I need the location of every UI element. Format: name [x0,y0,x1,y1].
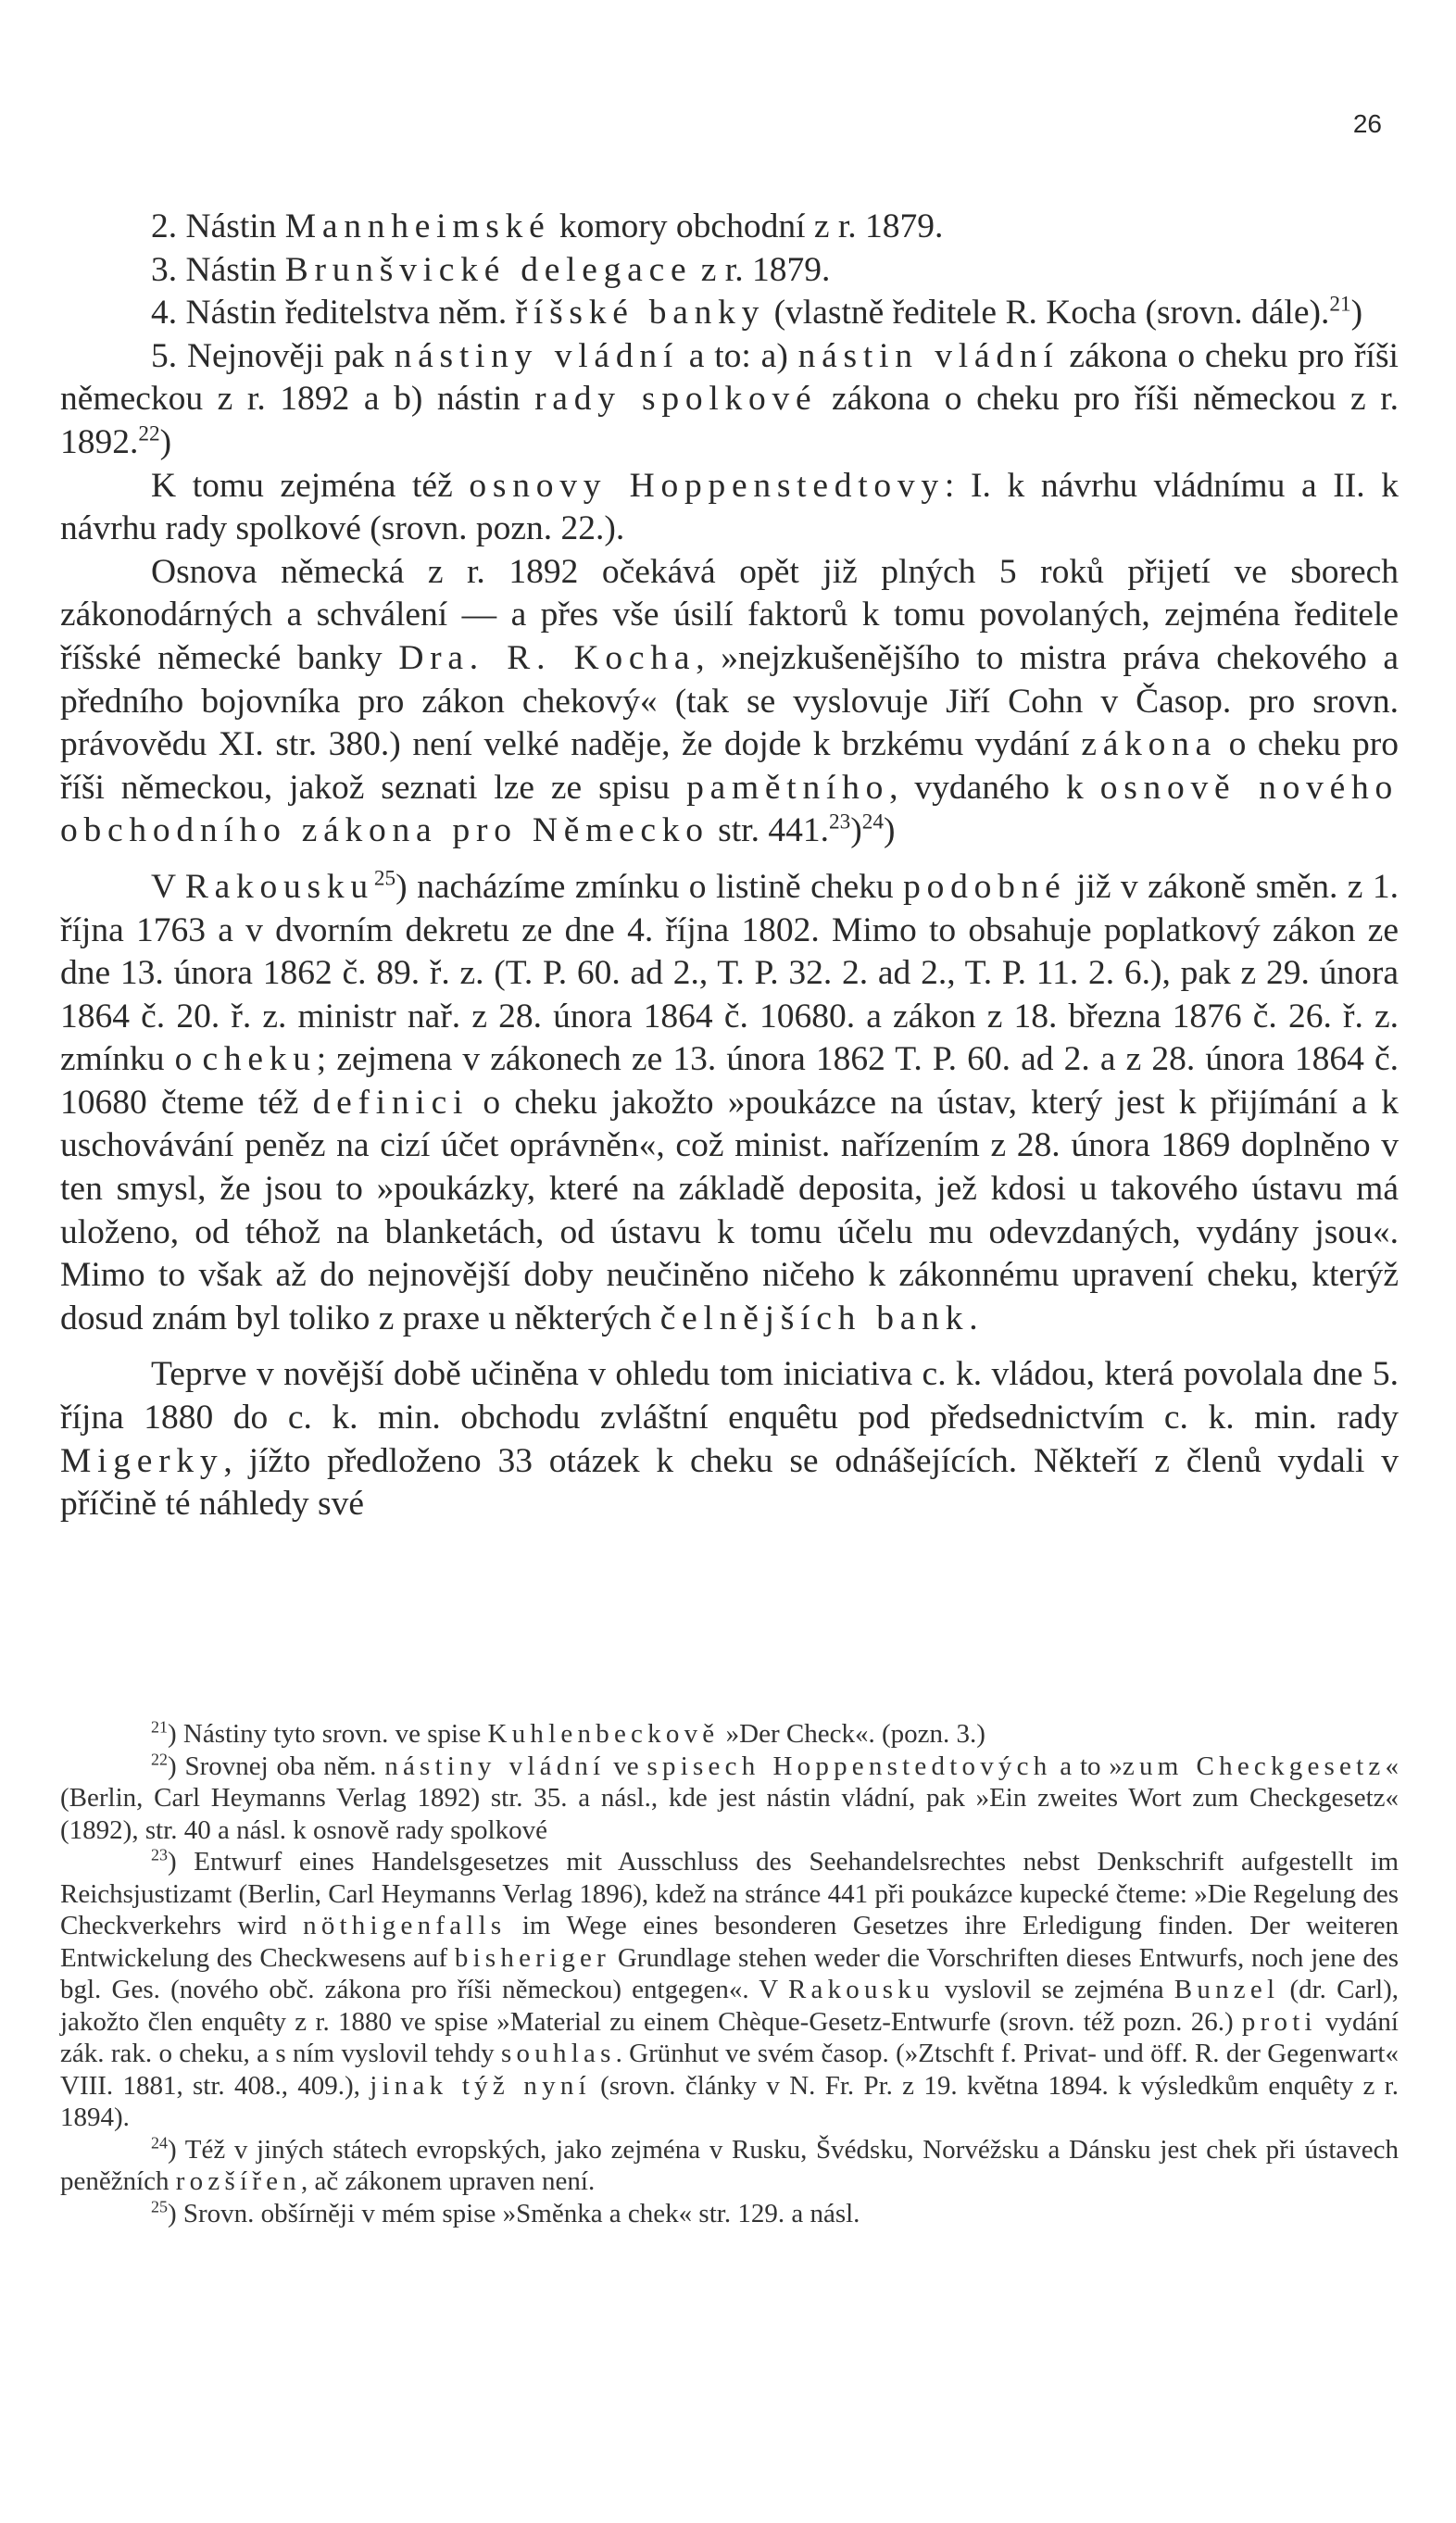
spaced-emphasis: rady spolkové [534,380,818,419]
spaced-emphasis: proti [1241,2006,1317,2037]
spaced-emphasis: pamětního [686,768,890,807]
footnote: $^{23}$) Entwurf eines Handelsgesetzes mit Ausschluss des Seehandelsrechtes nebst Denkschrift aufgestellt im Reichsjustizamt (Berlin, Carl Heymanns Verlag 1896), kdež na stránce 441 při poukázce kupecké čteme: »Die Regelung des Checkverkehrs wird nöthigenfalls im Wege eines besonderen Gesetzes ihre Erledigung finden. Der weiteren Entwickelung des Checkwesens auf bisheriger Grundlage stehen weder die Vorschriften dieses Entwurfs, noch jene des bgl. Ges. (nového obč. zákona pro říši německou) entgegen«. V Rakousku vyslovil se zejména Bunzel (dr. Carl), jakožto člen enquêty z r. 1880 ve spise »Material zu einem Chèque-Gesetz-Entwurfe (srovn. též pozn. 26.) proti vydání zák. rak. o cheku, a s ním vyslovil tehdy souhlas. Grünhut ve svém časop. (»Ztschft f. Privat- und öff. R. der Gegenwart« VIII. 1881, str. 408., 409.), jinak týž nyní (srovn. články v N. Fr. Pr. z 19. května 1894. k výsledkům enquêty z r. 1894). [60,1845,1399,2132]
spaced-emphasis: osnovy Hoppenstedtovy [469,466,945,505]
page-number: 26 [1352,109,1382,138]
spaced-emphasis: Dra. R. Kocha [398,638,697,677]
paragraph: Osnova německá z r. 1892 očekává opět již plných 5 roků přijetí ve sborech zákonodárných a schválení — a přes vše úsilí faktorů k tomu povolaných, zejména ředitele říšské německé banky Dra. R. Kocha, »nejzkušenějšího to mistra práva chekového a předního bojovníka pro zákon chekový« (tak se vyslovuje Jiří Cohn v Časop. pro srovn. právovědu XI. str. 380.) není velké naděje, že dojde k brzkému vydání zákona o cheku pro říši německou, jakož seznati lze ze spisu pamětního, vydaného k osnově nového obchodního zákona pro Německo str. 441.23)$^{24}$) [60,552,1399,850]
footnote: $^{21}$) Nástiny tyto srovn. ve spise Kuhlenbeckově »Der Check«. (pozn. 3.) [151,1717,985,1749]
footnote: $^{22}$) Srovnej oba něm. nástiny vládní ve spisech Hoppenstedtových a to »zum Checkgesetz« (Berlin, Carl Heymanns Verlag 1892) str. 35. a násl., kde jest nástin vládní, pak »Ein zweites Wort zum Checkgesetz« (1892), str. 40 a násl. k osnově rady spolkové [60,1749,1400,1845]
footnotes [60,1718,1399,2229]
spaced-emphasis: bisheriger [454,1942,611,1973]
spaced-emphasis: Migerky [60,1441,224,1480]
paragraph: V Rakousku$^{25}$) nacházíme zmínku o listině cheku podobné již v zákoně směn. z 1. října 1763 a v dvorním dekretu ze dne 4. října 1802. Mimo to obsahuje poplatkový zákon ze dne 13. února 1862 č. 89. ř. z. (T. P. 60. ad 2., T. P. 32. 2. ad 2., T. P. 11. 2. 6.), pak z 29. února 1864 č. 20. ř. z. ministr nař. z 28. února 1864 č. 10680. a zákon z 18. března 1876 č. 26. ř. z. zmínku o cheku; zejmena v zákonech ze 13. února 1862 T. P. 60. ad 2. a z 28. února 1864 č. 10680 čteme též definici o cheku jakožto »poukázce na ústav, který jest k přijímání a k uschovávání peněz na cizí účet oprávněn«, což minist. nařízením z 28. února 1869 doplněno v ten smysl, že jsou to »poukázky, které na základě deposita, jež kdosi u takového ústavu má uloženo, od téhož na blanketách, od ústavu k tomu účelu mu odevzdaných, vydány jsou«. Mimo to však až do nejnovější doby neučiněno ničeho k zákonnému upravení cheku, kterýž dosud znám byl toliko z praxe u některých čelnějších bank. [60,866,1400,1337]
spaced-emphasis: rozšířen [175,2166,301,2196]
spaced-emphasis: Rakousku [787,1975,935,2004]
footnote-ref: 24 [151,2132,168,2152]
paragraph: 3. Nástin Brunšvické delegace z r. 1879. [151,250,831,289]
footnote: $^{24}$) Též v jiných státech evropských, jako zejména v Rusku, Švédsku, Norvéžsku a Dánsku jest chek při ústavech peněžních rozšířen, ač zákonem upraven není. [60,2132,1399,2196]
main-text [60,206,1399,1526]
paragraph: 4. Nástin ředitelstva něm. říšské banky (vlastně ředitele R. Kocha (srovn. dále).$^{21}$) [151,292,1363,333]
spaced-emphasis: nástiny vládní [384,1751,606,1781]
spaced-emphasis: Mannheimské [284,207,551,245]
spaced-emphasis: Brunšvické delegace [284,250,693,289]
spaced-emphasis: čelnějších bank [659,1299,970,1337]
spaced-emphasis: spisech Hoppenstedtových [646,1751,1052,1781]
footnote-ref: 23 [151,1845,168,1864]
footnote-ref: 25 [151,2196,168,2215]
footnote-ref: 22 [138,421,160,446]
spaced-emphasis: zum Checkgesetz [1122,1751,1386,1781]
spaced-emphasis: definici [312,1083,470,1122]
spaced-emphasis: zákona [1081,725,1218,764]
paragraph: K tomu zejména též osnovy Hoppenstedtovy: I. k návrhu vládnímu a II. k návrhu rady spolkové (srovn. pozn. 22.). [60,466,1399,548]
footnote-ref: 24 [861,810,884,835]
paragraph: 5. Nejnověji pak nástiny vládní a to: a) nástin vládní zákona o cheku pro říši německou z r. 1892 a b) nástin rady spolkové zákona o cheku pro říši německou z r. 1892.22) [60,336,1399,461]
spaced-emphasis: cheku [202,1040,317,1079]
spaced-emphasis: říšské banky [515,294,766,333]
spaced-emphasis: souhlas [501,2039,616,2068]
spaced-emphasis: Bunzel [1174,1975,1280,2004]
footnote-ref: 22 [151,1749,168,1768]
footnote-ref: 23 [828,810,851,835]
footnote-ref: 21 [151,1717,168,1737]
spaced-emphasis: jinak týž nyní [370,2070,591,2101]
footnote-ref: 25 [373,866,396,891]
paragraph: 2. Nástin Mannheimské komory obchodní z r. 1879. [151,207,944,245]
footnote-ref: 21 [1329,292,1351,317]
spaced-emphasis: osnově nového obchodního zákona pro Německo [60,768,1399,850]
spaced-emphasis: nástiny vládní [394,336,679,375]
paragraph: Teprve v novější době učiněna v ohledu tom iniciativa c. k. vládou, která povolala dne 5. října 1880 do c. k. min. obchodu zvláštní enquêtu pod předsednictvím c. k. min. rady Migerky, jížto předloženo 33 otázek k cheku se odnášejících. Někteří z členů vydali v příčině té náhledy své [60,1355,1399,1524]
footnote: $^{25}$) Srovn. obšírněji v mém spise »Směnka a chek« str. 129. a násl. [151,2196,860,2228]
spaced-emphasis: nöthigenfalls [303,1911,507,1940]
spaced-emphasis: Rakousku [184,867,374,906]
spaced-emphasis: nástin vládní [797,336,1060,375]
spaced-emphasis: podobné [903,867,1067,906]
spaced-emphasis: Kuhlenbeckově [487,1719,720,1749]
